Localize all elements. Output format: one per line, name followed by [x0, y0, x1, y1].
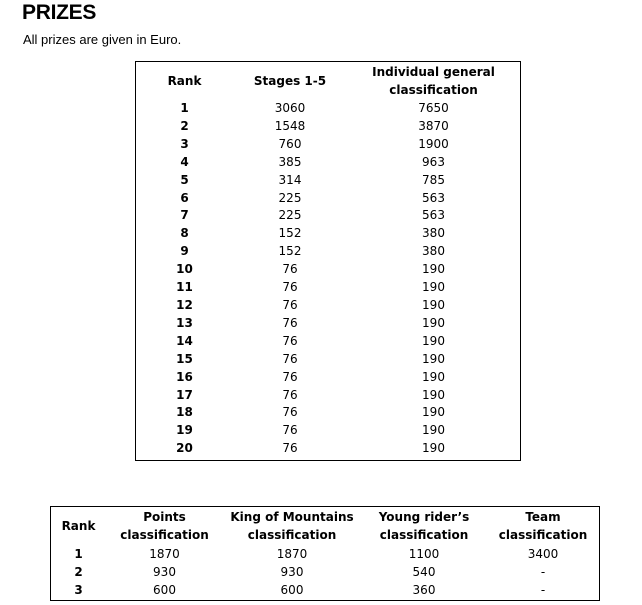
column-header-young-rider: Young rider’s classification	[378, 510, 470, 542]
prize-cell: 314	[278, 172, 302, 187]
prize-cell: 190	[422, 333, 445, 348]
page-title: PRIZES	[22, 1, 97, 24]
rank-cell: 16	[176, 369, 193, 384]
prize-cell: 76	[282, 333, 298, 348]
prize-cell: 76	[282, 441, 298, 456]
rank-cell: 6	[180, 190, 189, 205]
prize-cell: 963	[422, 154, 445, 169]
prize-cell: 76	[282, 262, 298, 277]
prize-cell: 1870	[149, 547, 180, 561]
prize-cell: 225	[278, 208, 302, 223]
prize-cell: 7650	[418, 101, 449, 115]
prize-cell: 190	[422, 423, 445, 438]
classification-prizes-table	[50, 506, 600, 601]
table-row	[136, 422, 520, 440]
prize-cell: 190	[422, 405, 445, 420]
rank-cell: 1	[74, 547, 83, 561]
column-header-general-classification: Individual general classification	[372, 65, 495, 97]
table-row	[136, 279, 520, 297]
table-row	[136, 190, 520, 208]
prize-cell: 385	[278, 154, 302, 169]
rank-cell: 18	[176, 405, 193, 420]
rank-cell: 3	[74, 583, 83, 597]
prize-cell: -	[540, 565, 546, 579]
table-row	[136, 404, 520, 422]
table-row	[136, 172, 520, 190]
prize-cell: 3060	[274, 101, 306, 115]
rank-cell: 15	[176, 351, 193, 366]
prize-cell: -	[540, 583, 546, 597]
prize-cell: 190	[422, 387, 445, 402]
rank-cell: 20	[176, 441, 193, 456]
rank-cell: 2	[74, 565, 83, 579]
prize-cell: 3870	[418, 118, 449, 133]
prize-cell: 600	[280, 583, 304, 597]
prize-cell: 76	[282, 387, 298, 402]
prize-cell: 1548	[274, 118, 306, 133]
rank-cell: 3	[180, 136, 189, 151]
table-row	[136, 369, 520, 387]
table-row	[136, 387, 520, 405]
prize-cell: 76	[282, 369, 298, 384]
table-row	[136, 315, 520, 333]
table-row	[136, 440, 520, 458]
table-row	[136, 351, 520, 369]
prize-cell: 360	[412, 583, 436, 597]
table-row	[136, 118, 520, 136]
prize-cell: 540	[412, 565, 436, 579]
rank-cell: 8	[180, 226, 189, 241]
table-row	[51, 563, 599, 581]
table-row	[136, 154, 520, 172]
rank-cell: 4	[180, 154, 189, 169]
prize-cell: 380	[422, 226, 445, 241]
prize-cell: 190	[422, 262, 445, 277]
column-header-team: Team classification	[498, 510, 588, 542]
column-header-mountains: King of Mountains classification	[230, 510, 354, 542]
prize-cell: 152	[278, 226, 302, 241]
prize-cell: 600	[153, 583, 176, 597]
column-header-stages: Stages 1-5	[253, 74, 327, 88]
table-row	[136, 243, 520, 261]
column-header-rank: Rank	[61, 519, 96, 533]
rank-cell: 1	[180, 101, 189, 115]
prize-cell: 76	[282, 423, 298, 438]
prize-cell: 152	[278, 244, 302, 259]
prize-cell: 563	[422, 190, 445, 205]
rank-cell: 12	[176, 297, 193, 312]
table-row	[136, 100, 520, 118]
prize-cell: 190	[422, 280, 445, 295]
rank-cell: 19	[176, 423, 193, 438]
prize-cell: 1900	[418, 136, 449, 151]
prize-cell: 76	[282, 297, 298, 312]
prize-cell: 785	[422, 172, 445, 187]
rank-cell: 7	[180, 208, 189, 223]
prize-cell: 190	[422, 297, 445, 312]
prize-cell: 225	[278, 190, 302, 205]
prize-cell: 76	[282, 315, 298, 330]
prize-cell: 190	[422, 351, 445, 366]
prize-cell: 760	[278, 136, 302, 151]
stage-prizes-table	[135, 61, 521, 461]
rank-cell: 2	[180, 118, 189, 133]
prize-cell: 76	[282, 351, 298, 366]
prize-cell: 930	[153, 565, 176, 579]
rank-cell: 13	[176, 315, 193, 330]
prize-cell: 190	[422, 441, 445, 456]
prize-cell: 1870	[276, 547, 308, 561]
rank-cell: 5	[180, 172, 189, 187]
prize-cell: 563	[422, 208, 445, 223]
rank-cell: 14	[176, 333, 193, 348]
table-row	[136, 297, 520, 315]
prize-cell: 190	[422, 369, 445, 384]
prize-cell: 380	[422, 244, 445, 259]
column-header-rank: Rank	[167, 74, 202, 88]
rank-cell: 9	[180, 244, 189, 259]
rank-cell: 11	[176, 280, 193, 295]
prize-cell: 190	[422, 315, 445, 330]
prize-cell: 76	[282, 405, 298, 420]
table-row	[136, 225, 520, 243]
prize-cell: 930	[280, 565, 304, 579]
table-row	[136, 261, 520, 279]
page-subtitle: All prizes are given in Euro.	[23, 32, 182, 47]
rank-cell: 17	[176, 387, 193, 402]
table-row	[136, 333, 520, 351]
prize-cell: 3400	[527, 547, 559, 561]
prize-cell: 76	[282, 280, 298, 295]
table-row	[136, 136, 520, 154]
table-row	[136, 207, 520, 225]
rank-cell: 10	[176, 262, 193, 277]
table-row	[51, 581, 599, 599]
table-row	[51, 545, 599, 563]
column-header-points: Points classification	[120, 510, 209, 542]
prize-cell: 1100	[408, 547, 440, 561]
